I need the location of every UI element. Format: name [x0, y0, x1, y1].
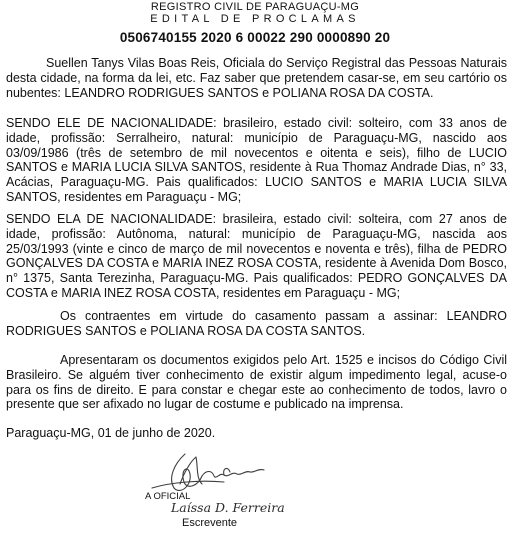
registration-number: 0506740155 2020 6 00022 290 0000890 20 [119, 30, 391, 45]
document-title: EDITAL DE PROCLAMAS [150, 13, 360, 25]
intro-paragraph: Suellen Tanys Vilas Boas Reis, Oficiala do Serviço Registral das Pessoas Naturais desta cidade, na forma da lei, etc. Faz saber que pretendem casar-se, em seu cartório os nubentes: LEANDRO RODRIGUES SANTOS e POLIANA ROSA DA COSTA. [6, 56, 507, 100]
closing-paragraph: Apresentaram os documentos exigidos pelo Art. 1525 e incisos do Código Civil Brasileiro. Se alguém tiver conhecimento de existir algum impedimento legal, acuse-o para os fins de direito. E para constar e chegar este ao conhecimento de todos, lavro o presente que ser afixado no lugar de costume e publicado na imprensa. [6, 353, 507, 412]
registry-name: REGISTRO CIVIL DE PARAGUAÇU-MG [150, 1, 360, 13]
married-names-paragraph: Os contraentes em virtude do casamento passam a assinar: LEANDRO RODRIGUES SANTOS e POLIANA ROSA DA COSTA SANTOS. [6, 309, 507, 338]
place-and-date: Paraguaçu-MG, 01 de junho de 2020. [6, 426, 216, 440]
groom-paragraph: SENDO ELE DE NACIONALIDADE: brasileiro, estado civil: solteiro, com 33 anos de idade, profissão: Serralheiro, natural: município de Paraguaçu-MG, nascido aos 03/09/1986 (três de setembro de mil novecentos e oitenta e seis), filho de LUCIO SANTOS e MARIA LUCIA SILVA SANTOS, residente à Rua Thomaz Andrade Dias, n° 33, Acácias, Paraguaçu-MG. Pais qualificados: LUCIO SANTOS e MARIA LUCIA SILVA SANTOS, residentes em Paraguaçu - MG; [6, 116, 507, 204]
bride-paragraph: SENDO ELA DE NACIONALIDADE: brasileira, estado civil: solteira, com 27 anos de idade, profissão: Autônoma, natural: município de Paraguaçu-MG, nascida aos 25/03/1993 (vinte e cinco de março de mil novecentos e noventa e três), filha de PEDRO GONÇALVES DA COSTA e MARIA INEZ ROSA COSTA, residente à Avenida Dom Bosco, n° 1375, Santa Terezinha, Paraguaçu-MG. Pais qualificados: PEDRO GONÇALVES DA COSTA e MARIA INEZ ROSA COSTA, residentes em Paraguaçu - MG; [6, 212, 507, 300]
officer-label: A OFICIAL [145, 491, 191, 502]
signer-title: Escrevente [182, 517, 238, 529]
signer-name: Laíssa D. Ferreira [171, 500, 285, 515]
